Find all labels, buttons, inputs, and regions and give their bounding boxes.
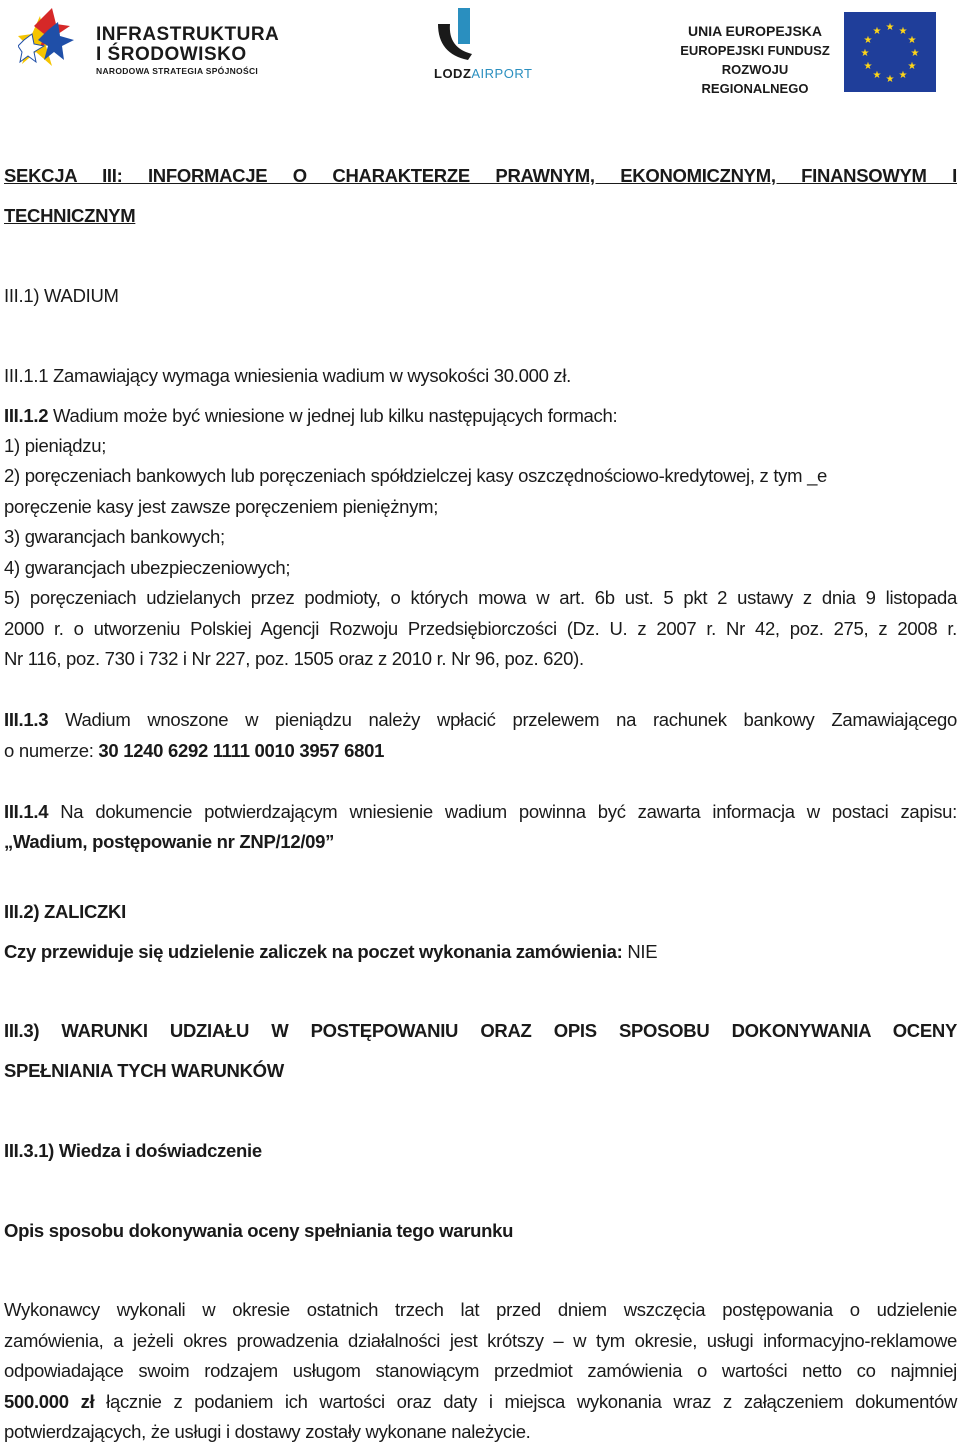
- section-heading-line2: TECHNICZNYM: [4, 205, 136, 226]
- wadium-forms-intro: [4, 405, 957, 427]
- zaliczki-heading: [4, 901, 957, 923]
- svg-text:★: ★: [898, 70, 908, 81]
- warunki-heading-line2: SPEŁNIANIA TYCH WARUNKÓW: [4, 1060, 284, 1081]
- logo-is-line3: NARODOWA STRATEGIA SPÓJNOŚCI: [96, 66, 259, 76]
- amount-value: 500.000 zł: [4, 1391, 95, 1412]
- paragraph-text: Wadium może być wniesione w jednej lub kilku następujących formach:: [48, 405, 618, 426]
- zaliczki-heading-text: III.2) ZALICZKI: [4, 901, 126, 922]
- zaliczki-answer: NIE: [622, 941, 658, 962]
- lodz-airport-emblem-icon: [428, 4, 488, 64]
- svg-text:★: ★: [863, 61, 873, 72]
- lodz-airport-logo: [424, 4, 544, 84]
- paragraph-number: III.1.2: [4, 405, 49, 426]
- warunki-body-line: odpowiadające swoim rodzajem usługom stanowiącym przedmiot zamówienia o wartości netto co najmniej: [4, 1360, 957, 1381]
- wadium-amount-paragraph: III.1.1 Zamawiający wymaga wniesienia wadium w wysokości 30.000 zł.: [4, 365, 572, 386]
- warunki-body-line: zamówienia, a jeżeli okres prowadzenia działalności jest krótszy – w tym okresie, usługi informacyjno-reklamowe: [4, 1330, 957, 1351]
- svg-text:★: ★: [885, 22, 895, 33]
- zaliczki-question: [4, 941, 957, 963]
- wiedza-subheading: III.3.1) Wiedza i doświadczenie: [4, 1140, 262, 1161]
- svg-text:★: ★: [860, 48, 870, 59]
- eu-text-block: [674, 22, 836, 98]
- eu-flag-icon: [844, 12, 936, 92]
- wadium-form-item: Nr 116, poz. 730 i 732 i Nr 227, poz. 1505 oraz z 2010 r. Nr 96, poz. 620).: [4, 648, 584, 669]
- svg-text:★: ★: [863, 35, 873, 46]
- stars-emblem-icon: [18, 6, 78, 80]
- svg-text:★: ★: [907, 61, 917, 72]
- lodz-airport-wordmark: [434, 66, 532, 81]
- account-prefix: o numerze:: [4, 740, 99, 761]
- svg-text:★: ★: [898, 26, 908, 37]
- warunki-heading-line1: III.3) WARUNKI UDZIAŁU W POSTĘPOWANIU ORAZ OPIS SPOSOBU DOKONYWANIA OCENY: [4, 1020, 957, 1041]
- section-heading-line1: SEKCJA III: INFORMACJE O CHARAKTERZE PRAWNYM, EKONOMICZNYM, FINANSOWYM I: [4, 165, 957, 186]
- wadium-form-item: 2) poręczeniach bankowych lub poręczeniach spółdzielczej kasy oszczędnościowo-kredytowej, z tym _e: [4, 465, 828, 486]
- wadium-form-item: 5) poręczeniach udzielanych przez podmioty, o których mowa w art. 6b ust. 5 pkt 2 ustawy z dnia 9 listopada: [4, 587, 957, 608]
- eu-stars-icon: [844, 12, 936, 92]
- svg-text:★: ★: [872, 70, 882, 81]
- logo-is-line2: I ŚRODOWISKO: [96, 44, 247, 65]
- body-line-rest: łącznie z podaniem ich wartości oraz daty i miejsca wykonania wraz z załączeniem dokumentów: [94, 1391, 957, 1412]
- svg-text:★: ★: [885, 74, 895, 85]
- logo-header: [0, 0, 960, 100]
- paragraph-number: III.1.4: [4, 801, 49, 822]
- airport-wordmark: AIRPORT: [471, 66, 533, 81]
- eu-line1: UNIA EUROPEJSKA: [687, 23, 823, 39]
- svg-text:★: ★: [872, 26, 882, 37]
- wadium-form-item: 3) gwarancjach bankowych;: [4, 526, 225, 547]
- warunki-body-line: Wykonawcy wykonali w okresie ostatnich trzech lat przed dniem wszczęcia postępowania o udzielenie: [4, 1299, 957, 1320]
- wadium-quote: „Wadium, postępowanie nr ZNP/12/09”: [4, 831, 335, 852]
- wadium-account-line: [4, 740, 957, 762]
- warunki-body-line: [4, 1391, 957, 1413]
- warunki-body-line: potwierdzających, że usługi i dostawy zostały wykonane należycie.: [4, 1421, 531, 1442]
- svg-text:★: ★: [910, 48, 920, 59]
- paragraph-number: III.1.3: [4, 709, 49, 730]
- wadium-document-paragraph: [4, 801, 957, 823]
- zaliczki-question-text: Czy przewiduje się udzielenie zaliczek na poczet wykonania zamówienia:: [4, 941, 623, 962]
- wadium-form-item: 2000 r. o utworzeniu Polskiej Agencji Rozwoju Przedsiębiorczości (Dz. U. z 2007 r. Nr 42, poz. 275, z 2008 r.: [4, 618, 957, 639]
- wadium-heading: III.1) WADIUM: [4, 285, 119, 306]
- eu-line3: ROZWOJU REGIONALNEGO: [701, 62, 809, 96]
- eu-logo: [674, 10, 936, 96]
- wadium-form-item: 1) pieniądzu;: [4, 435, 107, 456]
- paragraph-text: Wadium wnoszone w pieniądzu należy wpłacić przelewem na rachunek bankowy Zamawiającego: [48, 709, 957, 730]
- lodz-wordmark: LODZ: [434, 66, 472, 81]
- opis-heading: Opis sposobu dokonywania oceny spełniania tego warunku: [4, 1220, 514, 1241]
- logo-is-line1: INFRASTRUKTURA: [96, 24, 280, 45]
- paragraph-text: Na dokumencie potwierdzającym wniesienie wadium powinna być zawarta informacja w postaci zapisu:: [48, 801, 957, 822]
- eu-line2: EUROPEJSKI FUNDUSZ: [680, 43, 830, 58]
- bank-account-number: 30 1240 6292 1111 0010 3957 6801: [98, 740, 385, 761]
- wadium-form-item: 4) gwarancjach ubezpieczeniowych;: [4, 557, 291, 578]
- infrastruktura-srodowisko-logo: [18, 6, 298, 80]
- wadium-payment-paragraph: [4, 709, 957, 731]
- svg-text:★: ★: [907, 35, 917, 46]
- wadium-form-item: poręczenie kasy jest zawsze poręczeniem pieniężnym;: [4, 496, 439, 517]
